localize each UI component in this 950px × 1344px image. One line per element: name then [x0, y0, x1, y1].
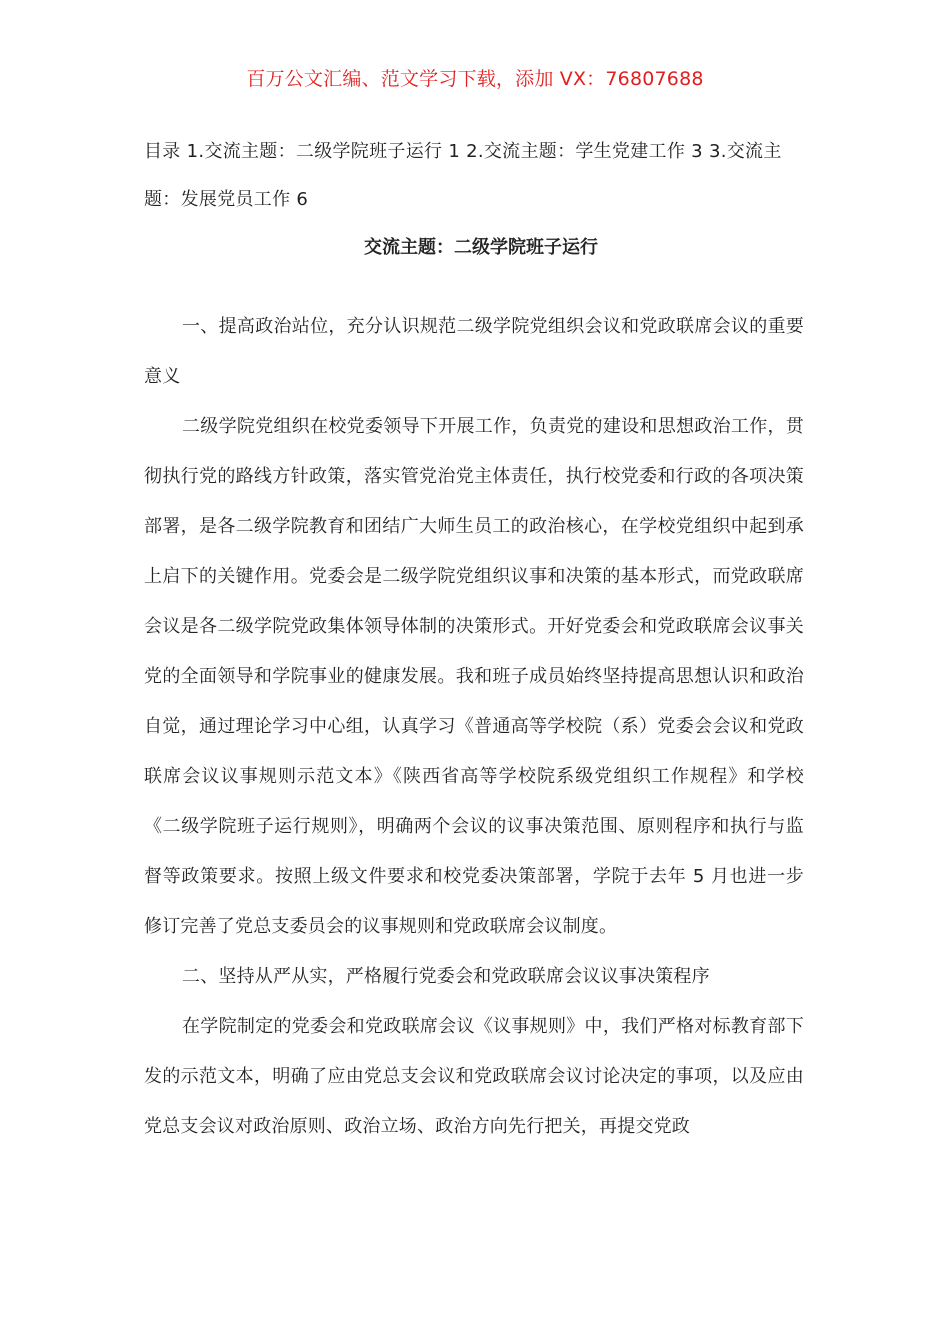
body-paragraph-2: 在学院制定的党委会和党政联席会议《议事规则》中，我们严格对标教育部下发的示范文本，明确了应由党总支会议和党政联席会议讨论决定的事项，以及应由党总支会议对政治原则、政治立场、政治方向先行把关，再提交党政	[144, 1016, 804, 1137]
document-body	[144, 128, 804, 1152]
watermark-header: 百万公文汇编、范文学习下载，添加 VX：76807688	[246, 68, 704, 90]
section-title: 交流主题：二级学院班子运行	[364, 237, 598, 258]
heading-paragraph-2: 二、坚持从严从实，严格履行党委会和党政联席会议议事决策程序	[182, 966, 710, 987]
heading-paragraph-1: 一、提高政治站位，充分认识规范二级学院党组织会议和党政联席会议的重要意义	[144, 316, 804, 387]
table-of-contents: 目录 1.交流主题：二级学院班子运行 1 2.交流主题：学生党建工作 3 3.交流主题：发展党员工作 6	[144, 141, 782, 210]
body-paragraph-1: 二级学院党组织在校党委领导下开展工作，负责党的建设和思想政治工作，贯彻执行党的路线方针政策，落实管党治党主体责任，执行校党委和行政的各项决策部署，是各二级学院教育和团结广大师生员工的政治核心，在学校党组织中起到承上启下的关键作用。党委会是二级学院党组织议事和决策的基本形式，而党政联席会议是各二级学院党政集体领导体制的决策形式。开好党委会和党政联席会议事关党的全面领导和学院事业的健康发展。我和班子成员始终坚持提高思想认识和政治自觉，通过理论学习中心组，认真学习《普通高等学校院（系）党委会会议和党政联席会议议事规则示范文本》《陕西省高等学校院系级党组织工作规程》和学校《二级学院班子运行规则》，明确两个会议的议事决策范围、原则程序和执行与监督等政策要求。按照上级文件要求和校党委决策部署，学院于去年 5 月也进一步修订完善了党总支委员会的议事规则和党政联席会议制度。	[144, 416, 804, 937]
